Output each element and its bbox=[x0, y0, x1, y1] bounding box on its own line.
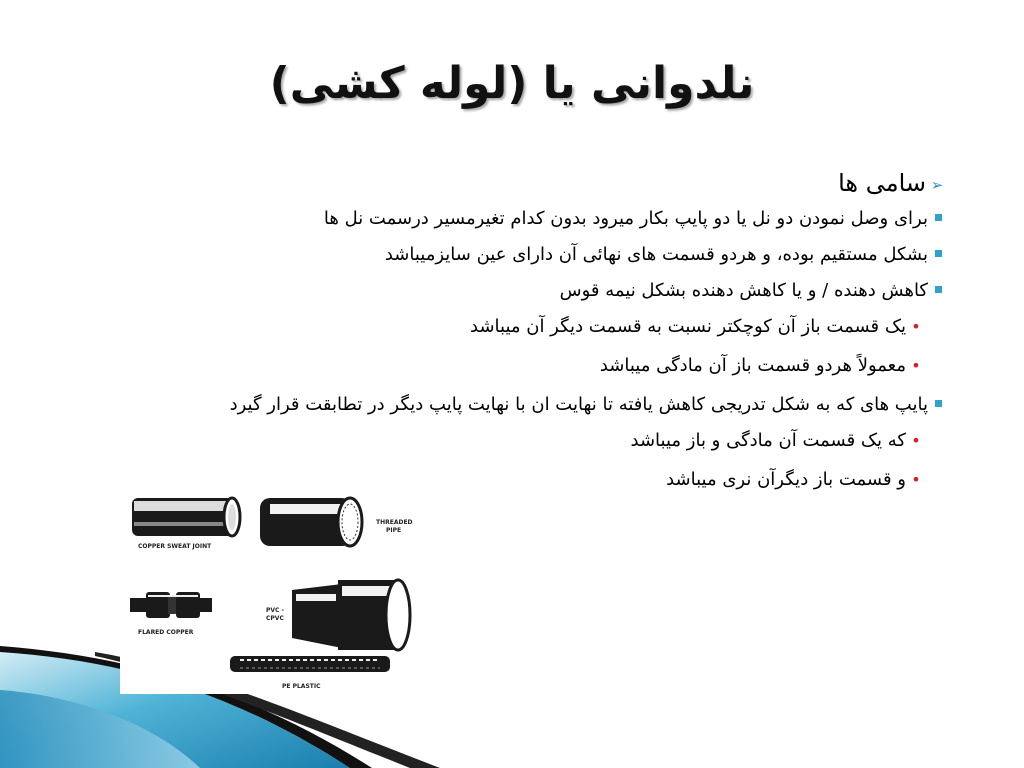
pvc-reducer-drawing bbox=[266, 580, 410, 650]
dot-bullet-icon: • bbox=[911, 431, 921, 450]
pe-plastic-drawing bbox=[230, 656, 390, 690]
heading-text: سامی ها bbox=[838, 169, 926, 197]
square-bullet-icon bbox=[928, 242, 948, 267]
dot-bullet-icon: • bbox=[911, 356, 921, 375]
threaded-label-2: PIPE bbox=[386, 527, 402, 534]
bullet-text: برای وصل نمودن دو نل یا دو پایپ بکار میرود بدون کدام تغیرمسیر درسمت نل ها bbox=[323, 208, 928, 229]
bullet-item bbox=[60, 242, 948, 267]
square-bullet-icon bbox=[928, 278, 948, 303]
copper-sweat-label: COPPER SWEAT JOINT bbox=[138, 543, 212, 550]
sub-bullet-item bbox=[60, 428, 948, 453]
sub-bullet-text: یک قسمت باز آن کوچکتر نسبت به قسمت دیگر آن میباشد bbox=[470, 316, 906, 337]
bullet-item bbox=[60, 206, 948, 231]
sub-bullet-item bbox=[60, 353, 948, 378]
sub-bullet-text: معمولاً هردو قسمت باز آن مادگی میباشد bbox=[599, 355, 906, 376]
bullet-text: پایپ های که به شکل تدریجی کاهش یافته تا نهایت ان با نهایت پایپ دیگر در تطابقت قرار گیرد bbox=[229, 394, 928, 415]
slide-content bbox=[60, 168, 948, 506]
arrow-bullet-icon: ➢ bbox=[930, 176, 944, 194]
pvc-label-1: PVC - bbox=[266, 607, 285, 614]
dot-bullet-icon: • bbox=[911, 470, 921, 489]
heading-item bbox=[60, 168, 948, 200]
flared-copper-label: FLARED COPPER bbox=[138, 629, 194, 636]
bullet-text: بشکل مستقیم بوده، و هردو قسمت های نهائی آن دارای عین سایزمیباشد bbox=[384, 244, 928, 265]
square-bullet-icon bbox=[928, 206, 948, 231]
copper-sweat-joint-drawing bbox=[132, 498, 240, 550]
pvc-label-2: CPVC bbox=[266, 615, 284, 622]
slide-title: نلدوانی یا (لوله کشی) bbox=[269, 58, 755, 109]
square-bullet-icon bbox=[928, 392, 948, 417]
pe-plastic-label: PE PLASTIC bbox=[282, 683, 321, 690]
pipe-fittings-illustration bbox=[120, 488, 424, 694]
sub-bullet-item bbox=[60, 314, 948, 339]
bullet-item bbox=[60, 278, 948, 303]
pipe-fittings-figure bbox=[120, 488, 424, 694]
dot-bullet-icon: • bbox=[911, 317, 921, 336]
bullet-text: کاهش دهنده / و یا کاهش دهنده بشکل نیمه قوس bbox=[559, 280, 928, 301]
flared-copper-drawing bbox=[130, 592, 212, 636]
threaded-pipe-drawing bbox=[260, 498, 413, 546]
sub-bullet-text: و قسمت باز دیگرآن نری میباشد bbox=[666, 469, 906, 490]
bullet-item bbox=[60, 392, 948, 417]
threaded-label-1: THREADED bbox=[376, 519, 413, 526]
sub-bullet-text: که یک قسمت آن مادگی و باز میباشد bbox=[630, 430, 906, 451]
